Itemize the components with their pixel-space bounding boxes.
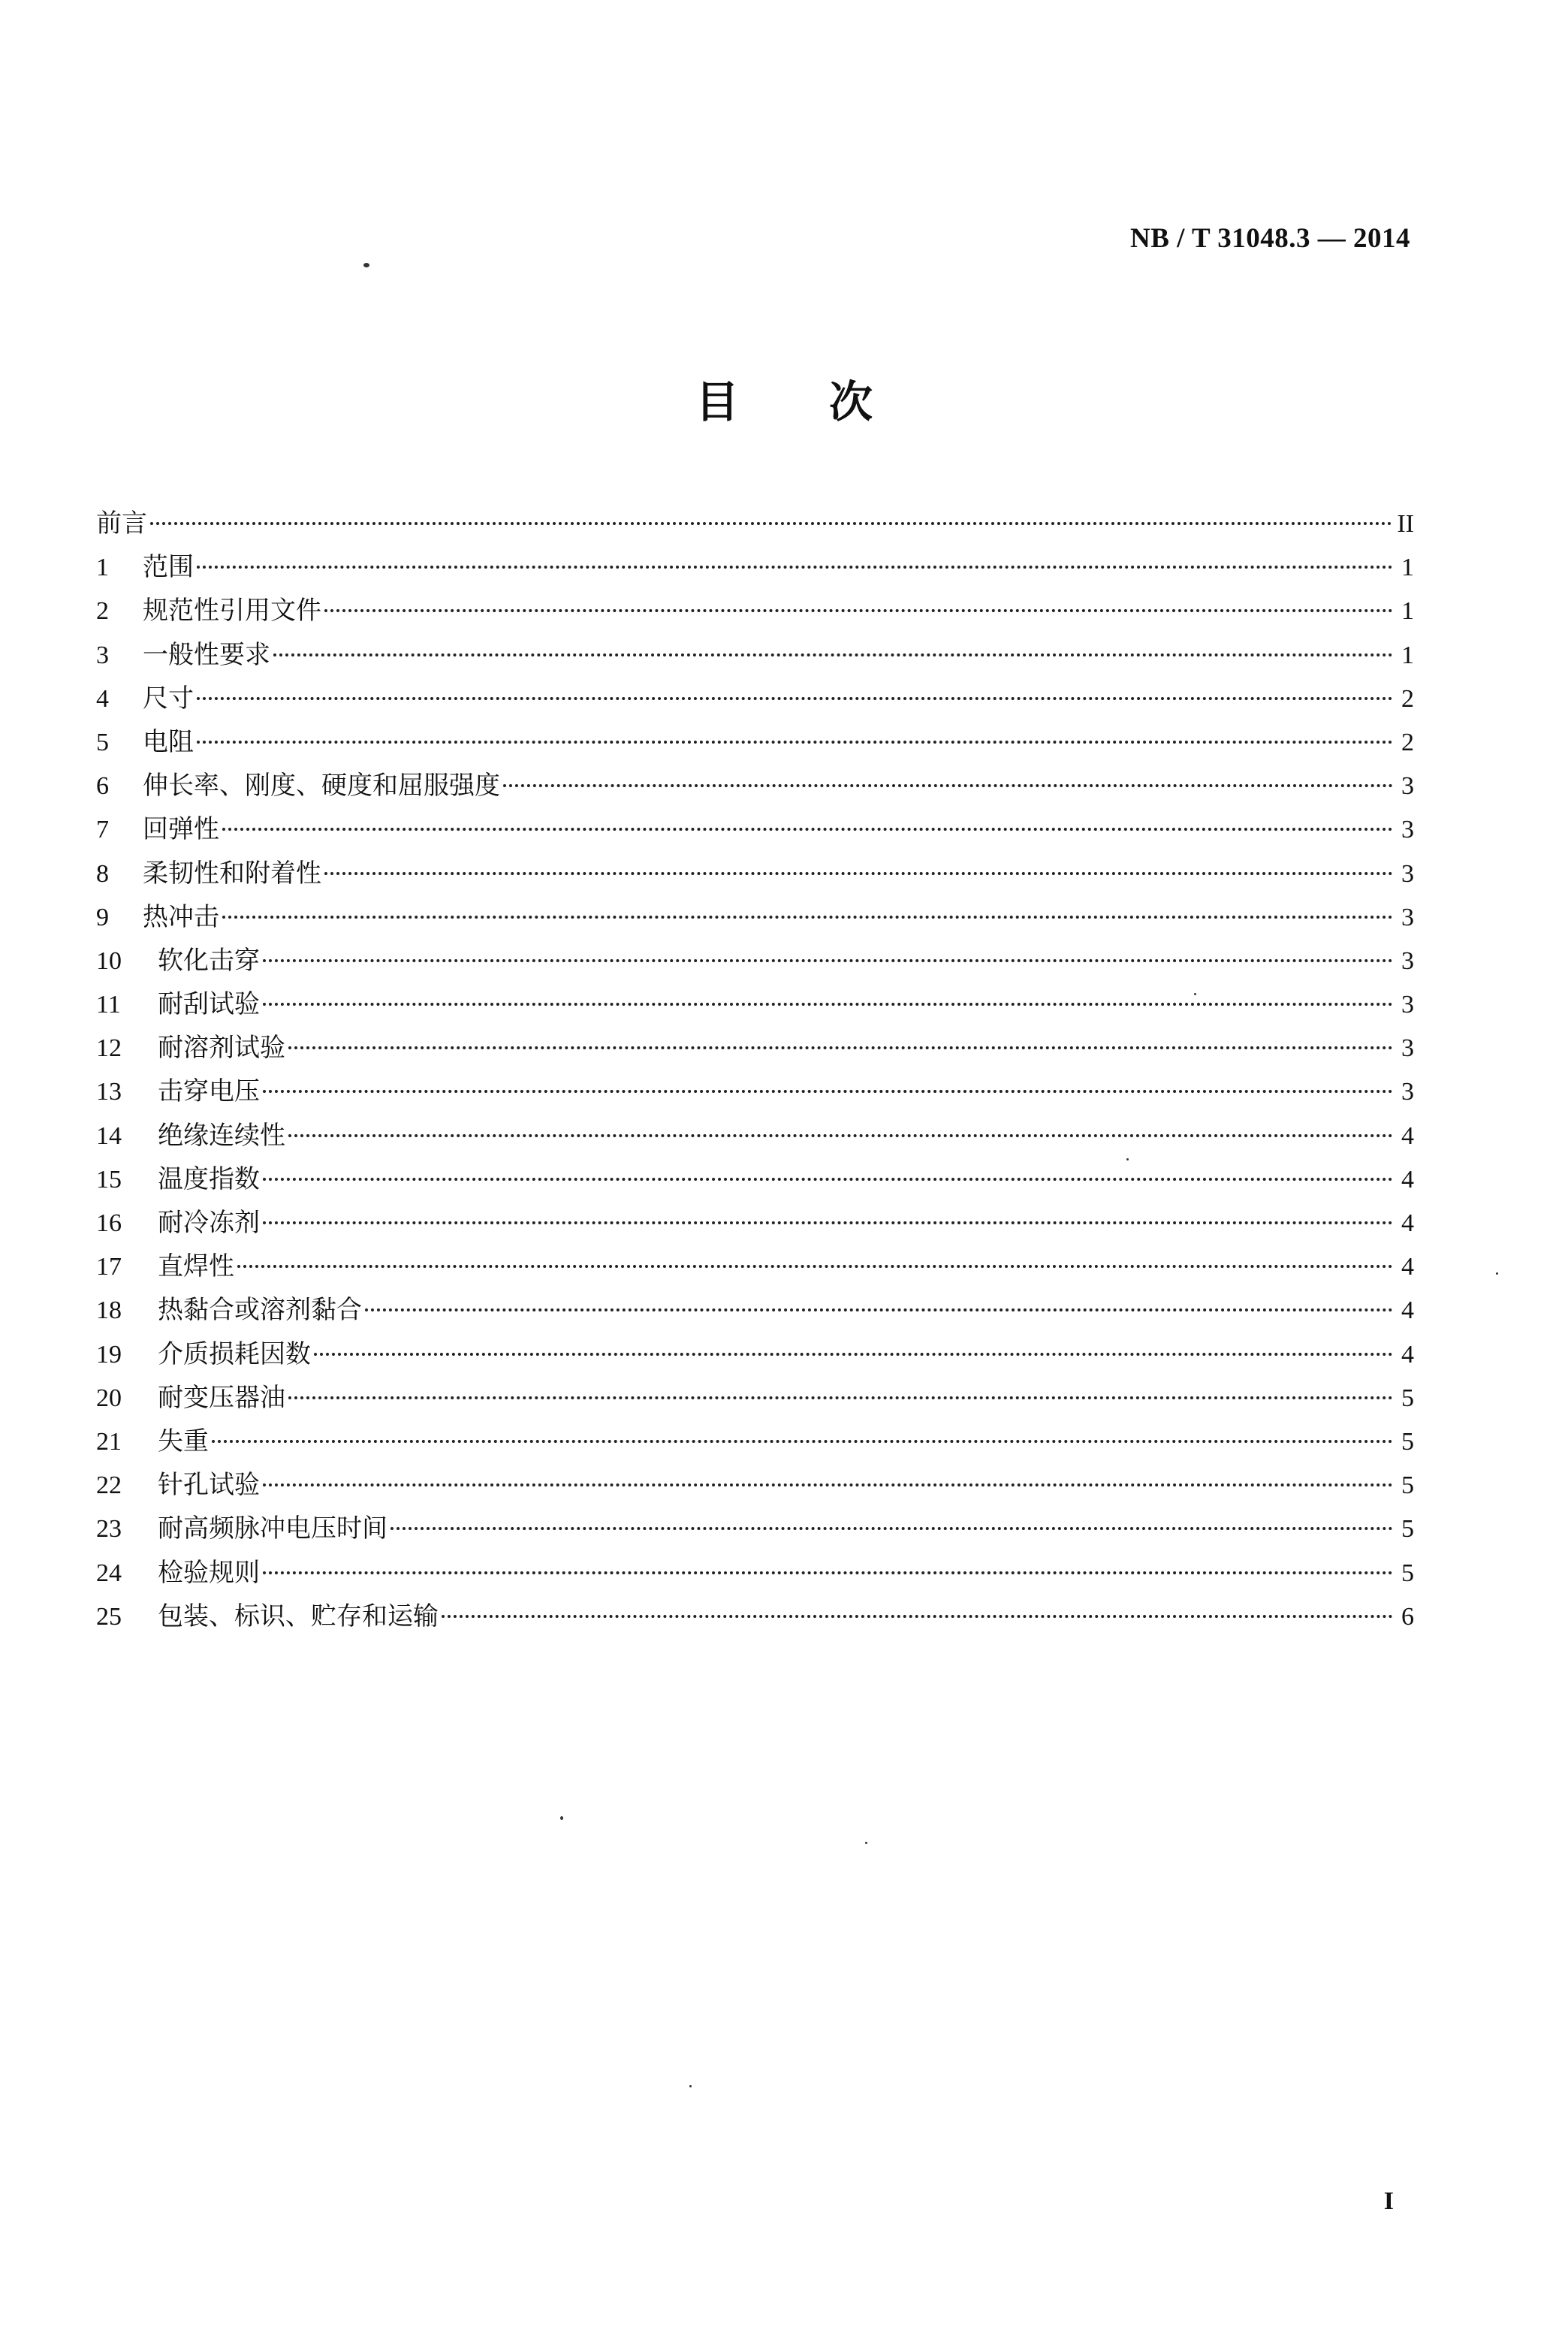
toc-entry-label: 耐冷冻剂: [158, 1208, 260, 1238]
toc-entry: [96, 1595, 1414, 1638]
toc-entry-label: 针孔试验: [158, 1470, 260, 1501]
page-number: I: [1383, 2187, 1394, 2215]
toc-entry-number: 9: [96, 903, 109, 931]
toc-entry-page: 4: [1401, 1121, 1414, 1150]
toc-entry-page: 5: [1401, 1559, 1414, 1587]
toc-entry: [96, 1332, 1414, 1376]
toc-entry-number: 3: [96, 641, 109, 669]
toc-entry-number: 19: [96, 1340, 122, 1369]
toc-leader-dots: [263, 1178, 1393, 1181]
scan-speck: [1194, 993, 1196, 995]
toc-entry-page: 6: [1401, 1602, 1414, 1631]
toc-entry: [96, 1420, 1414, 1463]
toc-entry-page: 1: [1401, 641, 1414, 669]
toc-entry: [96, 852, 1414, 895]
toc-entry-page: 3: [1401, 859, 1414, 888]
toc-leader-dots: [288, 1396, 1393, 1399]
toc-leader-dots: [365, 1308, 1393, 1311]
toc-entry-label: 一般性要求: [143, 639, 270, 670]
toc-entry-label: 击穿电压: [158, 1076, 260, 1107]
toc-entry-label: 失重: [158, 1426, 209, 1456]
toc-entry-label: 热黏合或溶剂黏合: [158, 1295, 362, 1326]
toc-entry: [96, 633, 1414, 677]
toc-entry: [96, 720, 1414, 764]
toc-title: 目次: [695, 376, 963, 427]
toc-entry-page: 3: [1401, 903, 1414, 931]
scan-speck: [1496, 1272, 1498, 1275]
toc-entry-number: 2: [96, 597, 109, 626]
toc-entry-page: 3: [1401, 1078, 1414, 1106]
toc-leader-dots: [197, 566, 1393, 569]
toc-entry-page: 5: [1401, 1515, 1414, 1544]
toc-leader-dots: [263, 1221, 1393, 1224]
toc-entry-page: 3: [1401, 946, 1414, 975]
toc-entry: [96, 1026, 1414, 1070]
toc-entry-number: 15: [96, 1165, 122, 1194]
toc-entry-label: 直焊性: [158, 1251, 234, 1282]
toc-leader-dots: [197, 697, 1393, 700]
toc-entry-label: 耐高频脉冲电压时间: [158, 1514, 387, 1544]
toc-entry-label: 尺寸: [143, 683, 194, 714]
toc-entry-label: 耐溶剂试验: [158, 1033, 285, 1064]
toc-leader-dots: [390, 1527, 1393, 1530]
toc-entry-page: 1: [1401, 597, 1414, 626]
toc-entry-number: 16: [96, 1209, 122, 1237]
toc-entry-number: 4: [96, 684, 109, 713]
toc-entry-label: 电阻: [143, 726, 194, 757]
toc-entry-number: 24: [96, 1559, 122, 1587]
toc-entry-label: 耐变压器油: [158, 1382, 285, 1413]
toc-entry-label: 温度指数: [158, 1163, 260, 1194]
toc-entry-number: 1: [96, 554, 109, 582]
toc-entry-number: 14: [96, 1121, 122, 1150]
toc-entry-page: 1: [1401, 554, 1414, 582]
toc-entry-number: 10: [96, 946, 122, 975]
toc-entry-page: 5: [1401, 1471, 1414, 1500]
toc-entry-number: 5: [96, 728, 109, 756]
toc-entry: [96, 1551, 1414, 1595]
toc-leader-dots: [288, 1046, 1393, 1049]
toc-entry-label: 规范性引用文件: [143, 596, 321, 626]
toc-leader-dots: [314, 1353, 1393, 1356]
toc-entry-label: 包装、标识、贮存和运输: [158, 1601, 439, 1631]
toc-entry-number: 13: [96, 1078, 122, 1106]
toc-entry-label: 软化击穿: [158, 945, 260, 976]
toc-leader-dots: [273, 653, 1393, 656]
table-of-contents: [96, 502, 1414, 1638]
toc-entry: [96, 677, 1414, 720]
toc-leader-dots: [237, 1265, 1393, 1268]
toc-entry: [96, 1114, 1414, 1157]
toc-leader-dots: [222, 916, 1393, 919]
toc-entry-number: 12: [96, 1034, 122, 1063]
toc-entry: [96, 1201, 1414, 1245]
toc-entry-label: 回弹性: [143, 814, 219, 845]
toc-leader-dots: [263, 1571, 1393, 1574]
scan-speck: [560, 1816, 563, 1820]
toc-entry: [96, 589, 1414, 632]
toc-entry-number: 7: [96, 816, 109, 844]
toc-entry-label: 范围: [143, 552, 194, 583]
toc-entry-number: 6: [96, 772, 109, 801]
toc-leader-dots: [263, 1090, 1393, 1093]
toc-entry-label: 柔韧性和附着性: [143, 858, 321, 889]
toc-entry-number: 25: [96, 1602, 122, 1631]
scan-speck: [363, 263, 369, 267]
toc-entry-page: 2: [1401, 684, 1414, 713]
toc-entry-number: 17: [96, 1253, 122, 1281]
toc-leader-dots: [197, 741, 1393, 744]
toc-entry-page: 3: [1401, 772, 1414, 801]
toc-entry-number: 8: [96, 859, 109, 888]
toc-entry-label: 耐刮试验: [158, 989, 260, 1020]
toc-entry-page: 3: [1401, 816, 1414, 844]
toc-leader-dots: [212, 1440, 1393, 1443]
toc-entry: [96, 1245, 1414, 1288]
toc-entry-number: 20: [96, 1384, 122, 1412]
toc-entry: [96, 895, 1414, 939]
scan-speck: [689, 2085, 692, 2087]
toc-entry-page: 2: [1401, 728, 1414, 756]
toc-leader-dots: [442, 1615, 1393, 1618]
toc-leader-dots: [263, 959, 1393, 962]
toc-entry: [96, 982, 1414, 1026]
toc-entry-label: 前言: [96, 509, 147, 539]
toc-entry: [96, 1376, 1414, 1420]
toc-entry-number: 22: [96, 1471, 122, 1500]
toc-entry-page: 5: [1401, 1384, 1414, 1412]
toc-entry: [96, 1463, 1414, 1507]
toc-entry-number: 11: [96, 991, 121, 1019]
scan-speck: [1126, 1158, 1129, 1160]
toc-entry: [96, 764, 1414, 807]
toc-entry-page: 5: [1401, 1427, 1414, 1456]
toc-entry: [96, 1288, 1414, 1332]
scan-speck: [865, 1842, 867, 1844]
toc-entry: [96, 1507, 1414, 1550]
toc-entry-page: 4: [1401, 1253, 1414, 1281]
toc-entry-label: 检验规则: [158, 1557, 260, 1588]
toc-entry-page: 4: [1401, 1340, 1414, 1369]
toc-entry-page: 4: [1401, 1165, 1414, 1194]
toc-leader-dots: [288, 1134, 1393, 1137]
toc-entry-page: 4: [1401, 1209, 1414, 1237]
toc-leader-dots: [222, 828, 1393, 831]
toc-leader-dots: [263, 1003, 1393, 1006]
toc-entry: [96, 939, 1414, 982]
toc-entry-page: 3: [1401, 1034, 1414, 1063]
toc-entry: [96, 545, 1414, 589]
toc-leader-dots: [503, 784, 1393, 787]
toc-entry-label: 热冲击: [143, 901, 219, 932]
toc-entry-page: 3: [1401, 991, 1414, 1019]
toc-leader-dots: [150, 522, 1392, 525]
toc-leader-dots: [263, 1483, 1393, 1486]
toc-leader-dots: [324, 609, 1393, 612]
toc-entry: [96, 1157, 1414, 1201]
toc-entry-page: 4: [1401, 1296, 1414, 1325]
standard-code: NB / T 31048.3 — 2014: [1129, 223, 1410, 254]
toc-leader-dots: [324, 872, 1393, 875]
toc-entry-page: II: [1397, 510, 1414, 538]
toc-entry-label: 伸长率、刚度、硬度和屈服强度: [143, 771, 500, 801]
toc-entry: [96, 502, 1414, 545]
toc-entry: [96, 807, 1414, 851]
toc-entry-label: 介质损耗因数: [158, 1339, 311, 1369]
toc-entry-label: 绝缘连续性: [158, 1120, 285, 1151]
toc-entry: [96, 1070, 1414, 1113]
toc-entry-number: 18: [96, 1296, 122, 1325]
toc-entry-number: 21: [96, 1427, 122, 1456]
toc-entry-number: 23: [96, 1515, 122, 1544]
